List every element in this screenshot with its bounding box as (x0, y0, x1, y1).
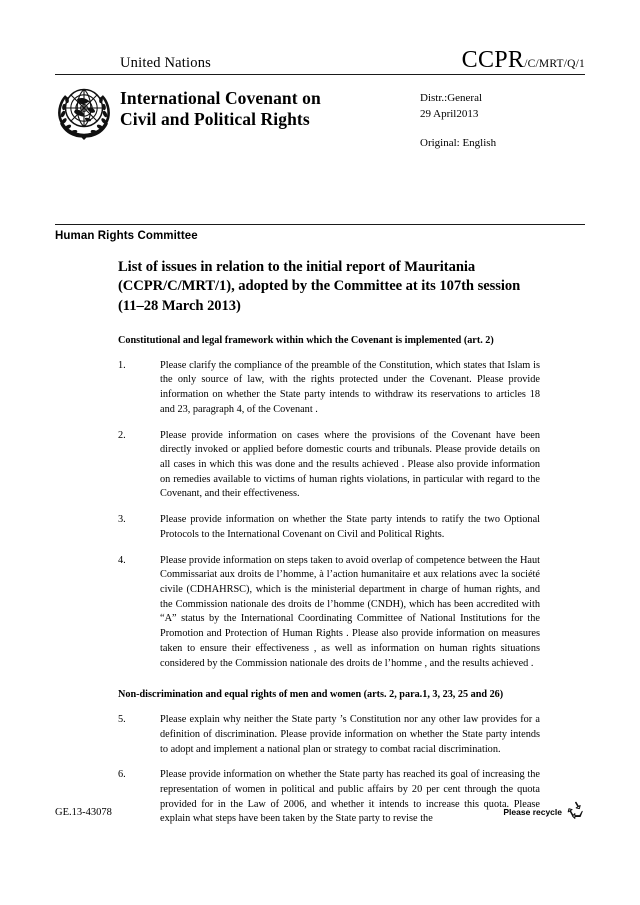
paragraph-text: Please provide information on whether the State party has reached its goal of increasing the representation of women in political and public affairs by 20 per cent through the quota provided for in the Law of 2006, and whether it intends to increase this quota. Please explain what steps have been taken by the State party to revise the (160, 769, 540, 825)
section-heading: Non-discrimination and equal rights of men and women (arts. 2, para.1, 3, 23, 25 and 26) (118, 689, 504, 701)
paragraph-number: 4. (118, 554, 126, 566)
paragraph-text: Please provide information on whether the State party intends to ratify the two Optional Protocols to the International Covenant on Civil and Political Rights. (160, 514, 540, 540)
document-content (118, 258, 540, 838)
page-title: List of issues in relation to the initial report of Mauritania (CCPR/C/MRT/1), adopted by the Committee at its 107th session (11–28 March 2013) (118, 259, 521, 314)
paragraph-number: 3. (118, 514, 126, 526)
covenant-title (120, 82, 420, 131)
paragraph-number: 5. (118, 714, 126, 726)
committee-name: Human Rights Committee (55, 230, 198, 242)
page-footer (55, 800, 585, 824)
paragraph (118, 513, 540, 542)
recycle-label: Please recycle (503, 807, 562, 817)
paragraph (118, 713, 540, 757)
paragraph-text: Please explain why neither the State party ’s Constitution nor any other law provides for a definition of discrimination. Please provide information on whether the State party intends to adopt and implement a national plan or strategy to combat racial discrimination. (160, 714, 540, 755)
masthead (55, 47, 585, 152)
original-language: Original: English (420, 136, 497, 149)
paragraph (118, 359, 540, 418)
section-heading: Constitutional and legal framework within which the Covenant is implemented (art. 2) (118, 334, 494, 346)
covenant-title-line-2: Civil and Political Rights (120, 109, 310, 130)
distribution-date: 29 April2013 (420, 107, 479, 120)
paragraph-number: 6. (118, 769, 126, 781)
organization-name: United Nations (120, 55, 211, 71)
recycle-notice (503, 800, 585, 824)
un-emblem-icon (55, 82, 120, 145)
paragraph (118, 554, 540, 672)
document-symbol-main: CCPR (461, 47, 525, 73)
distribution-block (420, 82, 585, 152)
covenant-title-line-1: International Covenant on (120, 88, 321, 108)
paragraph-text: Please clarify the compliance of the preamble of the Constitution, which states that Islam is the only source of law, with the rights protected under the Covenant. Please provide information on whether the State party intends to withdraw its reservations to articles 18 and 23, paragraph 4, of the Covenant . (160, 359, 540, 415)
paragraph (118, 429, 540, 503)
masthead-body (55, 82, 585, 152)
recycle-icon (566, 800, 585, 824)
masthead-divider (55, 74, 585, 75)
distribution-type: Distr.:General (420, 92, 483, 104)
document-symbol (462, 48, 585, 72)
paragraph-text: Please provide information on steps taken to avoid overlap of competence between the Haut Commissariat aux droits de l’homme, à l’action humanitaire et aux relations avec la société civile (CDHAHRSC), which is the ministerial department in charge of human rights, and the Commission nationale des droits de l’homme (CNDH), which has been accredited with “A” status by the International Coordinating Committee of National Institutions for the Promotion and Protection of Human Rights . Please also provide information on measures taken to ensure their effectiveness , as well as information on human rights situations considered by the Commission nationale des droits de l’homme , and the results achieved . (160, 554, 540, 669)
document-symbol-suffix: /C/MRT/Q/1 (524, 58, 585, 70)
masthead-top-row (55, 47, 585, 73)
paragraph-text: Please provide information on cases where the provisions of the Covenant have been directly invoked or applied before domestic courts and tribunals. Please provide details on all cases in which this was done and the results achieved . Please also provide information on remedies available to victims of human rights violations, in particular with regard to the Covenant, and their effectiveness. (160, 429, 540, 500)
committee-divider (55, 224, 585, 225)
job-number: GE.13-43078 (55, 806, 112, 818)
paragraph-number: 1. (118, 359, 126, 371)
paragraph-number: 2. (118, 429, 126, 441)
